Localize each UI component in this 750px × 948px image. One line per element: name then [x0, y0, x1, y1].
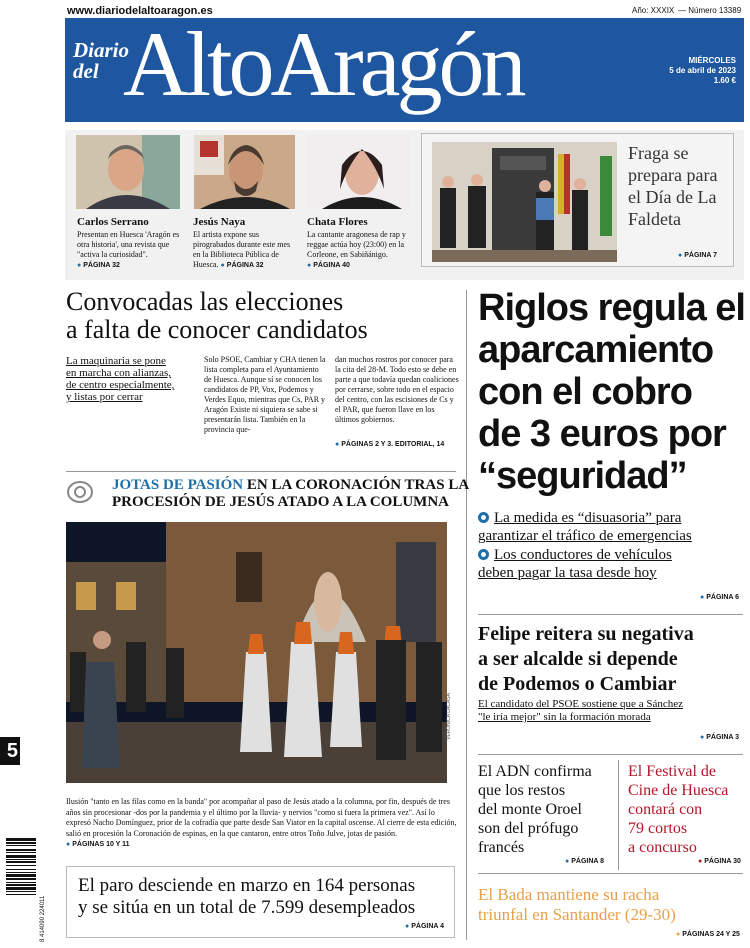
barcode-bar	[6, 849, 36, 851]
paro-headline: El paro desciende en marzo en 164 personas y se sitúa en un total de 7.599 desempleados	[78, 875, 416, 918]
paro-box	[66, 866, 455, 938]
elections-subhead: La maquinaria se pone en marcha con alianzas, de centro especialmente, y listas por cerrar	[66, 355, 175, 403]
bada-page: ● PÁGINAS 24 Y 25	[676, 931, 740, 938]
carlos-serrano-photo	[76, 135, 180, 209]
faldeta-headline: Fraga se prepara para el Día de La Faldeta	[628, 143, 718, 229]
barcode-bar	[6, 845, 36, 846]
felipe-subhead: El candidato del PSOE sostiene que a Sánchez "le iría mejor" sin la formación morada	[478, 698, 683, 723]
chata-flores-photo	[306, 135, 410, 209]
adn-headline: El ADN confirma que los restos del monte Oroel son del prófugo francés	[478, 763, 592, 856]
barcode-bar	[6, 874, 36, 877]
jesus-naya-photo	[194, 135, 295, 209]
riglos-bullet-2: Los conductores de vehículos deben pagar la tasa desde hoy	[478, 547, 672, 581]
camera-icon	[66, 480, 94, 504]
person-portrait	[306, 135, 410, 209]
elections-headline: Convocadas las elecciones a falta de conocer candidatos	[66, 287, 368, 344]
masthead	[65, 13, 744, 122]
felipe-headline: Felipe reitera su negativa a ser alcalde si depende de Podemos o Cambiar	[478, 623, 694, 695]
barcode-bar	[6, 859, 36, 860]
barcode-bar	[6, 838, 36, 841]
barcode-number: 8 414090 224011	[40, 895, 46, 942]
faldeta-box	[421, 133, 734, 267]
masthead-title: AltoAragón	[123, 13, 523, 115]
adn-page: ● PÁGINA 8	[565, 858, 605, 865]
person-name: Carlos Serrano	[77, 216, 149, 228]
faldeta-photo	[432, 142, 617, 262]
festival-headline: El Festival de Cine de Huesca contará con 79 cortos a concurso	[628, 763, 729, 856]
riglos-headline: Riglos regula el aparcamiento con el cobro de 3 euros por “seguridad”	[478, 287, 745, 497]
issue-number: — Número 13389	[678, 6, 742, 15]
barcode-bar	[6, 894, 36, 895]
bada-headline: El Bada mantiene su racha triunfal en Santander (29-30)	[478, 885, 676, 924]
barcode-bar	[6, 872, 36, 873]
barcode-bar	[6, 869, 36, 870]
column-rule-short	[618, 760, 619, 870]
jotas-caption: Ilusión "tanto en las filas como en la banda" por acompañar al paso de Jesús atado a la columna, por fin, después de tres años sin procesionar -dos por la pandemia y el último por la lluvia- y nervios "como si fuera la primera vez". Así lo expresó Nacho Domínguez, prior de la cofradía que parte desde San Viator en la capital oscense. Al cierre de esta edición, salió en procesión la Coronación de espinas, en la que cantaron, entre otros Toño Julve, jotas de pasión. ● PÁGINAS 10 Y 11	[66, 797, 457, 848]
procession-scene	[66, 522, 447, 783]
barcode	[6, 838, 36, 942]
barcode-bar	[6, 884, 36, 886]
barcode-bar	[6, 882, 36, 883]
column-rule	[466, 290, 467, 940]
barcode-bar	[6, 852, 36, 853]
person-portrait	[194, 135, 295, 209]
divider	[478, 614, 743, 615]
divider	[66, 471, 456, 472]
festival-page: ● PÁGINA 30	[698, 858, 741, 865]
person-name: Jesús Naya	[193, 216, 246, 228]
barcode-bar	[6, 887, 36, 890]
person-portrait	[76, 135, 180, 209]
riglos-page: ● PÁGINA 6	[700, 594, 740, 601]
barcode-bar	[6, 891, 36, 892]
elections-page: ● PÁGINAS 2 Y 3. EDITORIAL, 14	[335, 441, 445, 448]
divider	[478, 754, 743, 755]
masthead-prefix: Diario del	[73, 38, 130, 83]
barcode-bar	[6, 842, 36, 844]
person-text: La cantante aragonesa de rap y reggae actúa hoy (23:00) en la Corleone, en Sabiñánigo. ● PÁGINA 40	[307, 230, 406, 269]
photo-credit: VERÓNICA LACASA	[446, 693, 452, 740]
year-label: Año: XXXIX	[632, 6, 675, 15]
paro-page: ● PÁGINA 4	[405, 923, 445, 930]
riglos-bullet-1: La medida es “disuasoria” para garantizar el tráfico de emergencias	[478, 510, 692, 544]
elections-col2: dan muchos rostros por conocer para la cita del 28-M. Todo esto se debe en parte a que todavía quedan coaliciones por cerrarse, sobre todo en el espacio del centro, con las escisiones de Cs y el PAR, que fueron llave en los últimos gobiernos.	[335, 355, 459, 424]
group-photo	[432, 142, 617, 262]
bullet-icon	[478, 512, 489, 523]
barcode-bar	[6, 855, 36, 858]
margin-marker: 5	[0, 737, 20, 765]
site-url[interactable]: www.diariodelaltoaragon.es	[67, 5, 213, 17]
felipe-page: ● PÁGINA 3	[700, 734, 740, 741]
faldeta-page: ● PÁGINA 7	[678, 252, 718, 259]
masthead-date: MIÉRCOLES 5 de abril de 2023 1.60 €	[669, 56, 736, 85]
person-text: El artista expone sus pirograbados durante este mes en la Biblioteca Pública de Huesca. ● PÁGINA 32	[193, 230, 291, 269]
elections-col1: Solo PSOE, Cambiar y CHA tienen la lista completa para el Ayuntamiento de Huesca. Aunque sí se conocen los candidatos de PP, Vox, Podemos y Verdes Equo, mientras que Cs, PAR y Aragón Existe ni siquiera se sabe si presentarán lista. También en la provincia que-	[204, 355, 326, 434]
divider	[478, 873, 743, 874]
bullet-icon	[478, 549, 489, 560]
barcode-bar	[6, 861, 36, 863]
person-name: Chata Flores	[307, 216, 368, 228]
barcode-bar	[6, 878, 36, 880]
person-text: Presentan en Huesca 'Aragón es otra historia', una revista que "activa la curiosidad". ● PÁGINA 32	[77, 230, 180, 269]
barcode-bar	[6, 865, 36, 866]
procession-photo	[66, 522, 447, 783]
jotas-headline: JOTAS DE PASIÓN EN LA CORONACIÓN TRAS LA PROCESIÓN DE JESÚS ATADO A LA COLUMNA	[112, 477, 470, 510]
